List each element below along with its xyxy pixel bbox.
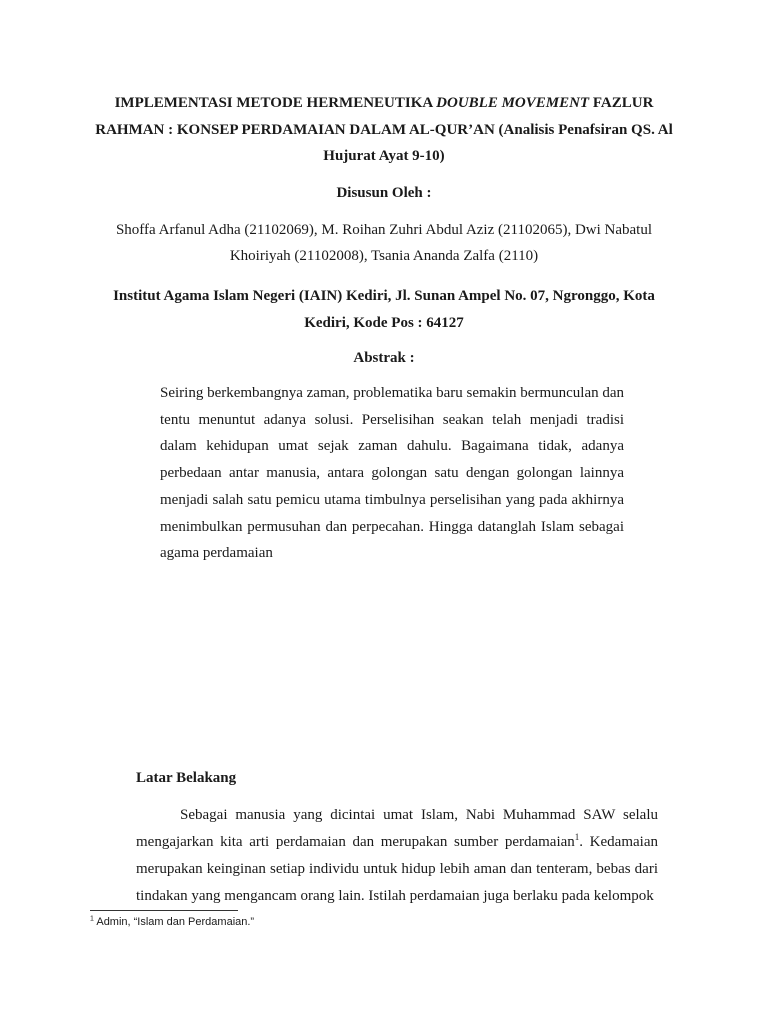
footnote-text: Admin, “Islam dan Perdamaian.” xyxy=(93,916,255,928)
section-heading: Latar Belakang xyxy=(136,770,237,786)
footnote-divider xyxy=(90,910,238,911)
institution-address: Institut Agama Islam Negeri (IAIN) Kediri, Jl. Sunan Ampel No. 07, Ngronggo, Kota Kediri, Kode Pos : 64127 xyxy=(113,288,655,331)
title-italic: DOUBLE MOVEMENT xyxy=(436,95,590,111)
composed-by-label: Disusun Oleh : xyxy=(336,185,432,201)
title-part-2: FAZLUR RAHMAN : KONSEP PERDAMAIAN DALAM AL-QUR’AN (Analisis Penafsiran QS. Al Hujurat Ayat 9-10) xyxy=(95,95,673,164)
footnote xyxy=(90,914,254,930)
paper-title xyxy=(95,90,673,170)
footnote-number: 1 xyxy=(90,915,94,923)
title-part-1: IMPLEMENTASI METODE HERMENEUTIKA xyxy=(114,95,437,111)
abstract-heading: Abstrak : xyxy=(353,350,415,366)
body-text-before-ref: Sebagai manusia yang dicintai umat Islam, Nabi Muhammad SAW selalu mengajarkan kita arti perdamaian dan merupakan sumber perdamaian xyxy=(136,807,658,850)
authors-list: Shoffa Arfanul Adha (21102069), M. Roihan Zuhri Abdul Aziz (21102065), Dwi Nabatul Khoiriyah (21102008), Tsania Ananda Zalfa (2110) xyxy=(115,222,653,264)
body-text-after-ref: . Kedamaian merupakan keinginan setiap individu untuk hidup lebih aman dan tenteram, bebas dari tindakan yang mengancam orang lain. Istilah perdamaian juga berlaku pada kelompok xyxy=(136,834,658,904)
footnote-ref[interactable]: 1 xyxy=(574,832,580,842)
body-paragraph xyxy=(136,802,658,910)
abstract-text: Seiring berkembangnya zaman, problematika baru semakin bermunculan dan tentu menuntut adanya solusi. Perselisihan seakan telah menjadi tradisi dalam kehidupan umat sejak zaman dahulu. Bagaimana tidak, adanya perbedaan antar manusia, antara golongan satu dengan golongan lainnya menjadi salah satu pemicu utama timbulnya perselisihan yang pada akhirnya menimbulkan permusuhan dan perpecahan. Hingga datanglah Islam sebagai agama perdamaian xyxy=(160,385,625,562)
